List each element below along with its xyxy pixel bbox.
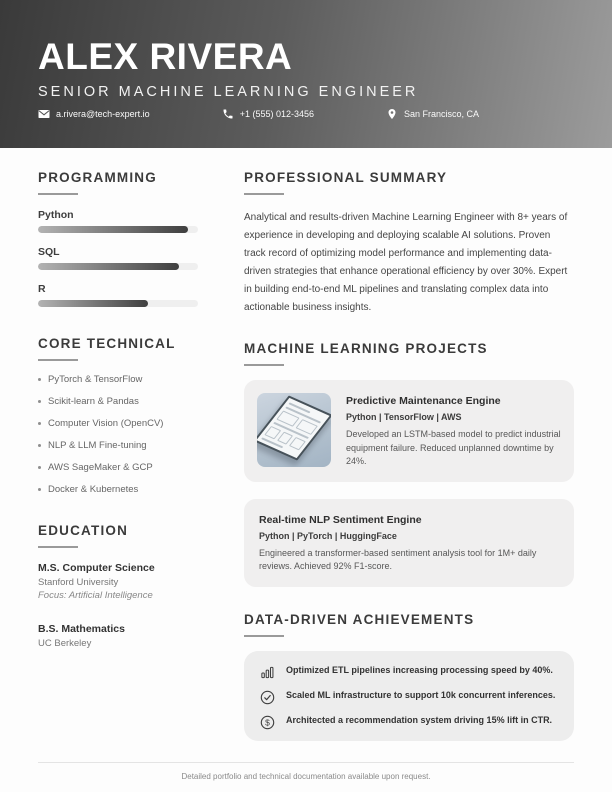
- contact-email: [38, 108, 150, 120]
- svg-text:$: $: [265, 717, 270, 727]
- bullet-dot-icon: [38, 466, 41, 469]
- skill-label: R: [38, 283, 46, 295]
- achievements-panel: [244, 651, 574, 741]
- list-item: [38, 397, 218, 407]
- project-card-body: [346, 393, 561, 469]
- project-title: Predictive Maintenance Engine: [346, 395, 501, 407]
- project-title: Real-time NLP Sentiment Engine: [259, 513, 422, 526]
- contact-phone: [222, 108, 314, 120]
- list-item-label: AWS SageMaker & GCP: [48, 462, 153, 473]
- skill-bar-track: [38, 300, 198, 307]
- bar-chart-icon: [260, 665, 275, 680]
- section-heading-summary: PROFESSIONAL SUMMARY: [244, 170, 448, 185]
- project-card: [244, 499, 574, 587]
- bullet-dot-icon: [38, 488, 41, 491]
- bullet-dot-icon: [38, 378, 41, 381]
- education-school: UC Berkeley: [38, 638, 92, 649]
- contact-email-text: a.rivera@tech-expert.io: [56, 108, 150, 119]
- list-item-label: PyTorch & TensorFlow: [48, 374, 143, 385]
- skill-row-python: [38, 209, 218, 233]
- bullet-dot-icon: [38, 400, 41, 403]
- list-item: [38, 441, 218, 451]
- skill-row-r: [38, 283, 218, 307]
- section-heading-achievements: DATA-DRIVEN ACHIEVEMENTS: [244, 611, 475, 627]
- achievement-item: [260, 664, 558, 680]
- list-item: [38, 485, 218, 495]
- heading-rule: [38, 193, 78, 195]
- heading-rule: [38, 546, 78, 548]
- project-tech-stack: Python | TensorFlow | AWS: [346, 412, 462, 422]
- achievement-item: [260, 689, 558, 705]
- core-technical-list: [38, 375, 218, 495]
- skill-bar-track: [38, 263, 198, 270]
- location-icon: [386, 108, 398, 120]
- bullet-dot-icon: [38, 444, 41, 447]
- contact-location: [386, 108, 479, 120]
- person-name: ALEX RIVERA: [38, 36, 293, 77]
- achievement-text: Optimized ETL pipelines increasing processing speed by 40%.: [286, 664, 553, 675]
- footer-divider: [38, 762, 574, 763]
- job-title: SENIOR MACHINE LEARNING ENGINEER: [38, 84, 419, 100]
- list-item-label: Docker & Kubernetes: [48, 484, 139, 495]
- project-description: Developed an LSTM-based model to predict industrial equipment failure. Reduced unplanned downtime by 24%.: [346, 429, 561, 466]
- heading-rule: [244, 635, 284, 637]
- section-heading-programming: PROGRAMMING: [38, 170, 157, 185]
- footer-note: Detailed portfolio and technical documentation available upon request.: [181, 772, 431, 781]
- check-circle-icon: [260, 690, 275, 705]
- list-item-label: Scikit-learn & Pandas: [48, 396, 139, 407]
- heading-rule: [244, 193, 284, 195]
- skill-bar-fill: [38, 300, 148, 307]
- section-heading-education: EDUCATION: [38, 523, 129, 538]
- achievement-item: [260, 714, 558, 730]
- education-school: Stanford University: [38, 577, 119, 588]
- project-description: Engineered a transformer-based sentiment analysis tool for 1M+ daily reviews. Achieved 92% F1-score.: [259, 547, 537, 571]
- list-item-label: Computer Vision (OpenCV): [48, 418, 164, 429]
- list-item-label: NLP & LLM Fine-tuning: [48, 440, 147, 451]
- main-column: [244, 170, 574, 741]
- achievement-text: Architected a recommendation system driving 15% lift in CTR.: [286, 714, 553, 725]
- skill-bar-track: [38, 226, 198, 233]
- education-degree: M.S. Computer Science: [38, 562, 155, 574]
- skill-bar-fill: [38, 226, 188, 233]
- dollar-circle-icon: [260, 715, 275, 730]
- section-heading-projects: MACHINE LEARNING PROJECTS: [244, 341, 488, 356]
- skill-label: Python: [38, 209, 74, 221]
- contact-phone-text: +1 (555) 012-3456: [239, 108, 314, 119]
- section-heading-core-technical: CORE TECHNICAL: [38, 336, 176, 351]
- education-entry: [38, 623, 218, 649]
- email-icon: [38, 108, 50, 120]
- summary-paragraph: Analytical and results-driven Machine Learning Engineer with 8+ years of experience in developing and deploying scalable AI solutions. Proven track record of optimizing model performance and implementing data-driven strategies that enhance operational efficiency by over 30%. Expert in building end-to-end ML pipelines and translating complex data into actionable business insights.: [244, 212, 568, 313]
- skill-bar-fill: [38, 263, 179, 270]
- bullet-dot-icon: [38, 422, 41, 425]
- sidebar: [38, 170, 218, 741]
- heading-rule: [38, 359, 78, 361]
- project-tech-stack: Python | PyTorch | HuggingFace: [259, 530, 397, 541]
- list-item: [38, 375, 218, 385]
- list-item: [38, 419, 218, 429]
- project-thumbnail-image: [257, 393, 331, 467]
- skill-label: SQL: [38, 246, 60, 258]
- page-footer: [0, 762, 612, 792]
- list-item: [38, 463, 218, 473]
- header-banner: [0, 0, 612, 148]
- education-degree: B.S. Mathematics: [38, 623, 125, 635]
- education-focus: Focus: Artificial Intelligence: [38, 590, 153, 601]
- project-card: [244, 380, 574, 482]
- education-entry: [38, 562, 218, 601]
- achievement-text: Scaled ML infrastructure to support 10k concurrent inferences.: [286, 689, 556, 700]
- phone-icon: [222, 108, 234, 120]
- contact-location-text: San Francisco, CA: [404, 108, 480, 119]
- contact-row: [38, 108, 574, 120]
- page-body: [0, 148, 612, 741]
- skill-row-sql: [38, 246, 218, 270]
- heading-rule: [244, 364, 284, 366]
